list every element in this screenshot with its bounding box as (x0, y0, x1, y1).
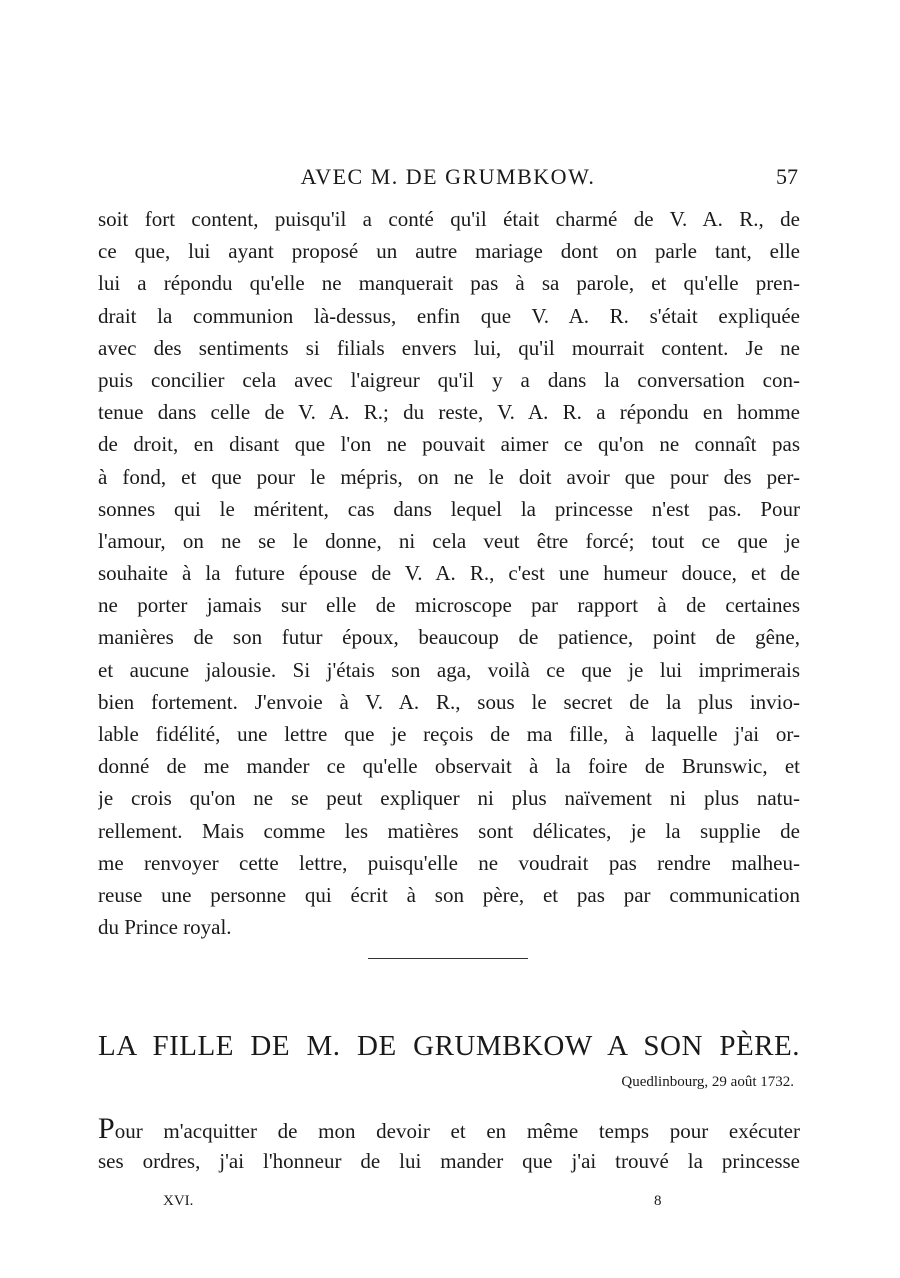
letter-title: LA FILLE DE M. DE GRUMBKOW A SON PÈRE. (98, 1030, 800, 1062)
text-line: reuse une personne qui écrit à son père, et pas par communication (98, 882, 800, 907)
text-line: donné de me mander ce qu'elle observait à la foire de Brunswic, et (98, 754, 800, 779)
text-line: rellement. Mais comme les matières sont délicates, je la supplie de (98, 818, 800, 843)
text-line: je crois qu'on ne se peut expliquer ni plus naïvement ni plus natu- (98, 786, 800, 811)
footer-sheet-number: 8 (654, 1193, 662, 1209)
text-line: bien fortement. J'envoie à V. A. R., sous le secret de la plus invio- (98, 689, 800, 714)
letter-body (98, 1113, 800, 1177)
text-line (98, 1113, 800, 1145)
text-line: ne porter jamais sur elle de microscope par rapport à de certaines (98, 593, 800, 618)
footer-signature: XVI. (163, 1193, 194, 1209)
text-line: sonnes qui le méritent, cas dans lequel la princesse n'est pas. Pour (98, 496, 800, 521)
text-line: drait la communion là-dessus, enfin que V. A. R. s'était expliquée (98, 303, 800, 328)
running-head (98, 164, 798, 194)
text-line: manières de son futur époux, beaucoup de patience, point de gêne, (98, 625, 800, 650)
text-line: puis concilier cela avec l'aigreur qu'il y a dans la conversation con- (98, 367, 800, 392)
letter-line-1: our m'acquitter de mon devoir et en même temps pour exécuter (114, 1119, 800, 1143)
letter-dateline: Quedlinbourg, 29 août 1732. (621, 1074, 794, 1090)
text-line: à fond, et que pour le mépris, on ne le doit avoir que pour des per- (98, 464, 800, 489)
drop-cap: P (98, 1113, 115, 1145)
text-line: me renvoyer cette lettre, puisqu'elle ne voudrait pas rendre malheu- (98, 850, 800, 875)
text-line: avec des sentiments si filials envers lui, qu'il mourrait content. Je ne (98, 335, 800, 360)
running-head-title: AVEC M. DE GRUMBKOW. (300, 164, 596, 189)
text-line: lable fidélité, une lettre que je reçois de ma fille, à laquelle j'ai or- (98, 722, 800, 746)
page-number: 57 (776, 164, 798, 189)
text-line: l'amour, on ne se le donne, ni cela veut être forcé; tout ce que je (98, 528, 800, 553)
text-line: soit fort content, puisqu'il a conté qu'il était charmé de V. A. R., de (98, 207, 800, 231)
text-line: et aucune jalousie. Si j'étais son aga, voilà ce que je lui imprimerais (98, 657, 800, 682)
text-line: de droit, en disant que l'on ne pouvait aimer ce qu'on ne connaît pas (98, 432, 800, 457)
text-line: tenue dans celle de V. A. R.; du reste, V. A. R. a répondu en homme (98, 400, 800, 425)
letter-line-2: ses ordres, j'ai l'honneur de lui mander que j'ai trouvé la princesse (98, 1149, 800, 1174)
text-line: ce que, lui ayant proposé un autre mariage dont on parle tant, elle (98, 239, 800, 264)
text-line: lui a répondu qu'elle ne manquerait pas à sa parole, et qu'elle pren- (98, 271, 800, 296)
text-line: souhaite à la future épouse de V. A. R., c'est une humeur douce, et de (98, 561, 800, 586)
body-text (98, 203, 800, 943)
text-line: du Prince royal. (98, 915, 232, 940)
section-divider (368, 958, 528, 959)
